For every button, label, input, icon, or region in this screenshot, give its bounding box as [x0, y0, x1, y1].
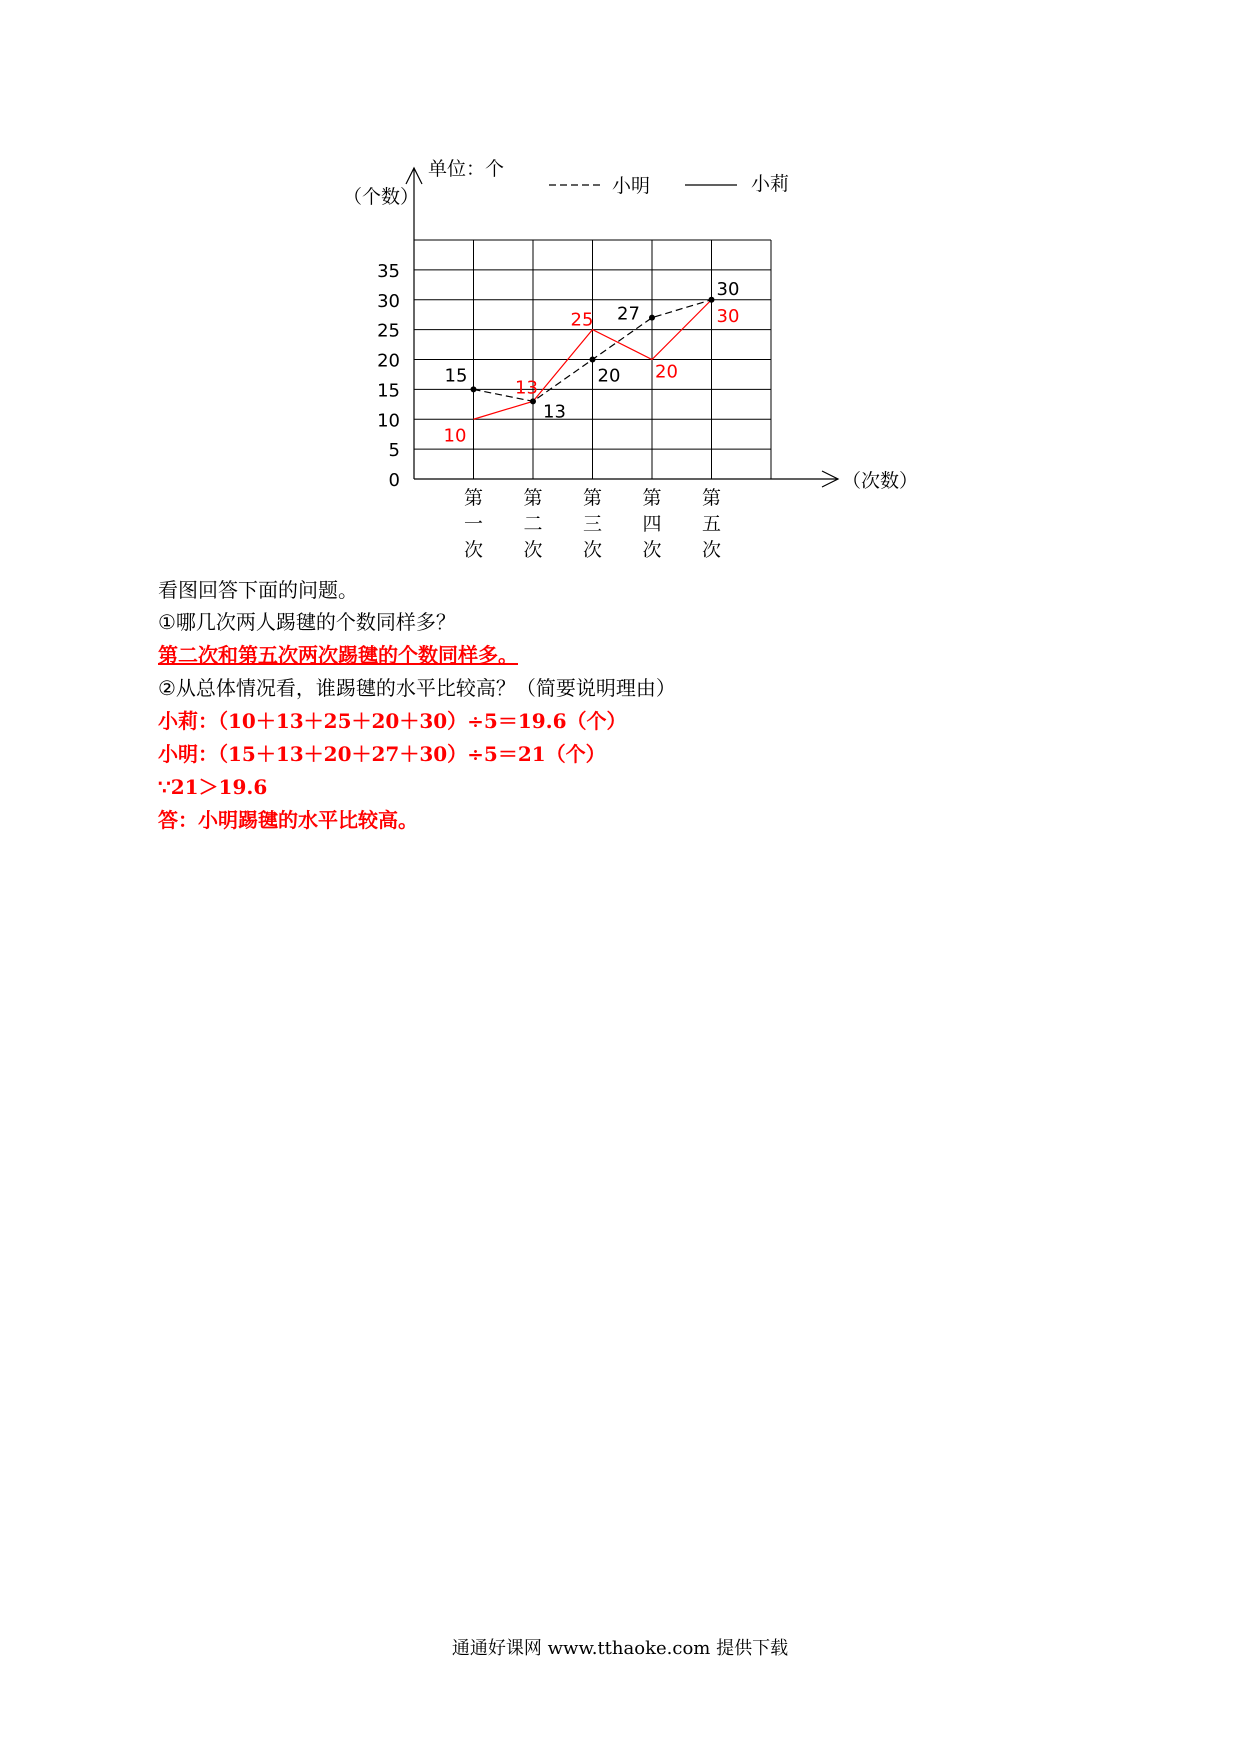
data-label-xiaoming: 30: [716, 278, 740, 300]
question-1: ①哪几次两人踢毽的个数同样多？: [158, 610, 456, 634]
x-category-label: 四: [642, 513, 662, 535]
data-point-xiaoming: [530, 398, 536, 404]
x-category-label: 五: [701, 513, 722, 535]
x-axis-label: （次数）: [842, 470, 919, 492]
x-category-label: 一: [463, 513, 484, 535]
answer-2-conclusion: 答：小明踢毽的水平比较高。: [158, 808, 418, 832]
data-label-xiaoming: 20: [597, 365, 621, 387]
x-category-label: 第: [642, 487, 662, 509]
answer-2-xiaoli: 小莉：（10＋13＋25＋20＋30）÷5＝19.6（个）: [158, 709, 627, 733]
y-tick-label: 20: [377, 350, 400, 372]
y-tick-label: 35: [377, 260, 400, 282]
data-label-xiaoli: 20: [655, 361, 678, 383]
y-tick-label: 15: [377, 380, 400, 402]
x-category-label: 次: [523, 539, 543, 561]
question-2: ②从总体情况看，谁踢毽的水平比较高？（简要说明理由）: [158, 676, 676, 700]
x-category-label: 第: [523, 487, 543, 509]
x-category-label: 三: [582, 513, 603, 535]
x-category-label: 第: [582, 487, 603, 509]
legend-label-xiaoming: 小明: [612, 175, 651, 197]
data-point-xiaoming: [471, 386, 477, 392]
data-point-xiaoming: [590, 357, 596, 363]
line-chart: [0, 0, 1240, 600]
x-category-label: 第: [463, 487, 484, 509]
x-category-label: 二: [523, 513, 543, 535]
x-category-label: 次: [701, 539, 722, 561]
x-category-label: 第: [701, 487, 722, 509]
answer-1: 第二次和第五次两次踢毽的个数同样多。: [158, 643, 518, 667]
data-label-xiaoli: 10: [443, 425, 467, 447]
y-tick-label: 0: [388, 470, 400, 491]
x-category-label: 次: [463, 539, 484, 561]
data-label-xiaoming: 13: [543, 401, 566, 423]
x-category-label: 次: [582, 539, 603, 561]
data-label-xiaoli: 13: [515, 377, 538, 399]
answer-2-comparison: ∵21＞19.6: [158, 775, 268, 799]
unit-label: 单位：个: [428, 158, 505, 180]
data-point-xiaoming: [649, 315, 655, 321]
y-tick-label: 5: [388, 440, 400, 462]
y-tick-label: 10: [377, 410, 400, 432]
footer-text: 通通好课网 www.tthaoke.com 提供下载: [451, 1638, 789, 1659]
data-label-xiaoli: 30: [716, 305, 740, 327]
data-label-xiaoming: 27: [617, 303, 640, 325]
data-label-xiaoming: 15: [444, 365, 468, 387]
y-tick-label: 30: [377, 290, 400, 312]
data-label-xiaoli: 25: [570, 309, 594, 331]
data-point-xiaoming: [709, 297, 715, 303]
answer-2-xiaoming: 小明：（15＋13＋20＋27＋30）÷5＝21（个）: [158, 742, 606, 766]
x-category-label: 次: [642, 539, 662, 561]
y-tick-label: 25: [377, 320, 400, 342]
y-axis-label: （个数）: [343, 186, 420, 208]
legend-label-xiaoli: 小莉: [751, 173, 790, 195]
intro-text: 看图回答下面的问题。: [158, 578, 358, 602]
